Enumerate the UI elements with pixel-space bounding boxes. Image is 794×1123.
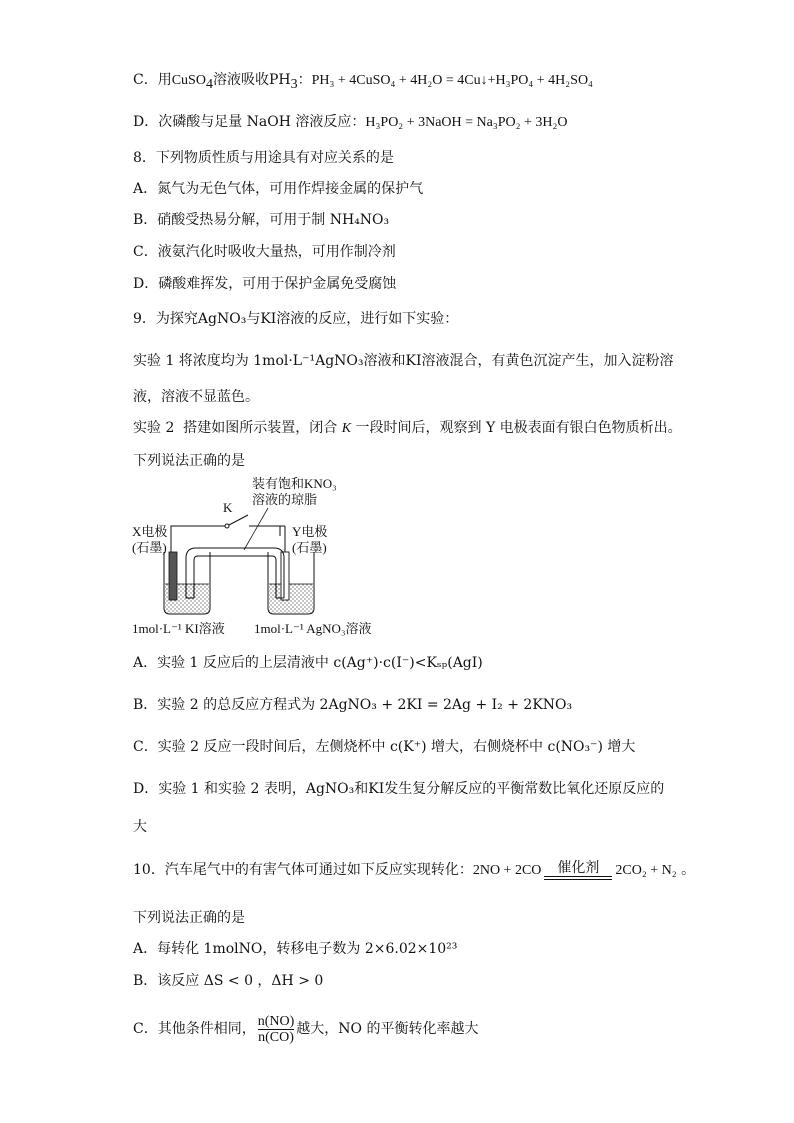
- q8-option-d: D．磷酸难挥发，可用于保护金属免受腐蚀: [133, 276, 397, 292]
- y-electrode: [281, 552, 289, 600]
- salt-bridge-label-2: 溶液的琼脂: [252, 492, 318, 507]
- catalyst-arrow: 催化剂: [544, 860, 612, 880]
- q9-stem: 9．为探究AgNO₃与KI溶液的反应，进行如下实验：: [133, 311, 459, 327]
- q10-stem: 10．汽车尾气中的有害气体可通过如下反应实现转化：2NO + 2CO 催化剂 2CO₂ + N₂ 。: [133, 860, 696, 878]
- switch-lever: [229, 515, 248, 525]
- electrochemical-cell-diagram: [128, 474, 398, 642]
- y-electrode-label-2: (石墨): [292, 540, 327, 555]
- q8-option-a: A．氮气为无色气体，可用作焊接金属的保护气: [133, 181, 424, 197]
- q10-option-c: C．其他条件相同， $\frac{n(NO)}{n(CO)}$ 越大，NO 的平衡转化率越大: [133, 1013, 479, 1045]
- ratio-fraction: $\frac{n(NO)}{n(CO)}$: [257, 1013, 295, 1045]
- q7-option-d: D．次磷酸与足量 NaOH 溶液反应：H₃PO₂ + 3NaOH = Na₃PO₂ + 3H₂O: [133, 114, 568, 130]
- q9-ask: 下列说法正确的是: [133, 453, 245, 469]
- x-electrode-label-1: X电极: [132, 524, 168, 539]
- q9-option-d-continued: 大: [133, 819, 147, 835]
- q9-exp2: 实验 2 搭建如图所示装置，闭合 K 一段时间后，观察到 Y 电极表面有银白色物质析出。: [133, 420, 682, 436]
- q7-d-equation: H₃PO₂ + 3NaOH = Na₃PO₂ + 3H₂O: [365, 115, 568, 130]
- salt-bridge-label-1: 装有饱和KNO₃: [252, 476, 337, 491]
- q10-option-a: A．每转化 1molNO，转移电子数为 2×6.02×10²³: [133, 941, 458, 957]
- q9-exp1-line1: 实验 1 将浓度均为 1mol·L⁻¹AgNO₃溶液和KI溶液混合，有黄色沉淀产生，加入淀粉溶: [133, 353, 674, 369]
- q8-option-b: B．硝酸受热易分解，可用于制 NH₄NO₃: [133, 212, 390, 228]
- q7-c-equation: PH₃ + 4CuSO₄ + 4H₂O = 4Cu↓+H₃PO₄ + 4H₂SO₄: [311, 73, 593, 88]
- x-electrode: [169, 552, 177, 600]
- q10-ask: 下列说法正确的是: [133, 910, 245, 926]
- option-label: C．用: [133, 72, 172, 88]
- right-solution-label: 1mol·L⁻¹ AgNO₃溶液: [254, 621, 372, 636]
- q8-option-c: C．液氨汽化时吸收大量热，可用作制冷剂: [133, 244, 396, 260]
- q10-option-b: B．该反应 ΔS < 0 ，ΔH > 0: [133, 973, 324, 989]
- q9-option-b: B．实验 2 的总反应方程式为 2AgNO₃ + 2KI = 2Ag + I₂ + 2KNO₃: [133, 697, 573, 713]
- q9-option-c: C．实验 2 反应一段时间后，左侧烧杯中 c(K⁺) 增大，右侧烧杯中 c(NO₃⁻) 增大: [133, 739, 636, 755]
- q7-option-c: C．用CuSO$_4$溶液吸收$PH_3$：PH₃ + 4CuSO₄ + 4H₂O = 4Cu↓+H₃PO₄ + 4H₂SO₄: [133, 72, 593, 92]
- q9-option-d: D．实验 1 和实验 2 表明，AgNO₃和KI发生复分解反应的平衡常数比氧化还原反应的: [133, 781, 665, 797]
- switch-label: K: [223, 500, 233, 515]
- x-electrode-label-2: (石墨): [132, 540, 167, 555]
- y-electrode-label-1: Y电极: [292, 524, 328, 539]
- left-solution-label: 1mol·L⁻¹ KI溶液: [132, 621, 225, 636]
- switch-contact-left: [225, 524, 229, 528]
- q8-stem: 8．下列物质性质与用途具有对应关系的是: [133, 150, 394, 166]
- q9-exp1-line2: 液，溶液不显蓝色。: [133, 389, 259, 405]
- q9-option-a: A．实验 1 反应后的上层清液中 c(Ag⁺)·c(I⁻)<Kₛₚ(AgI): [133, 655, 483, 671]
